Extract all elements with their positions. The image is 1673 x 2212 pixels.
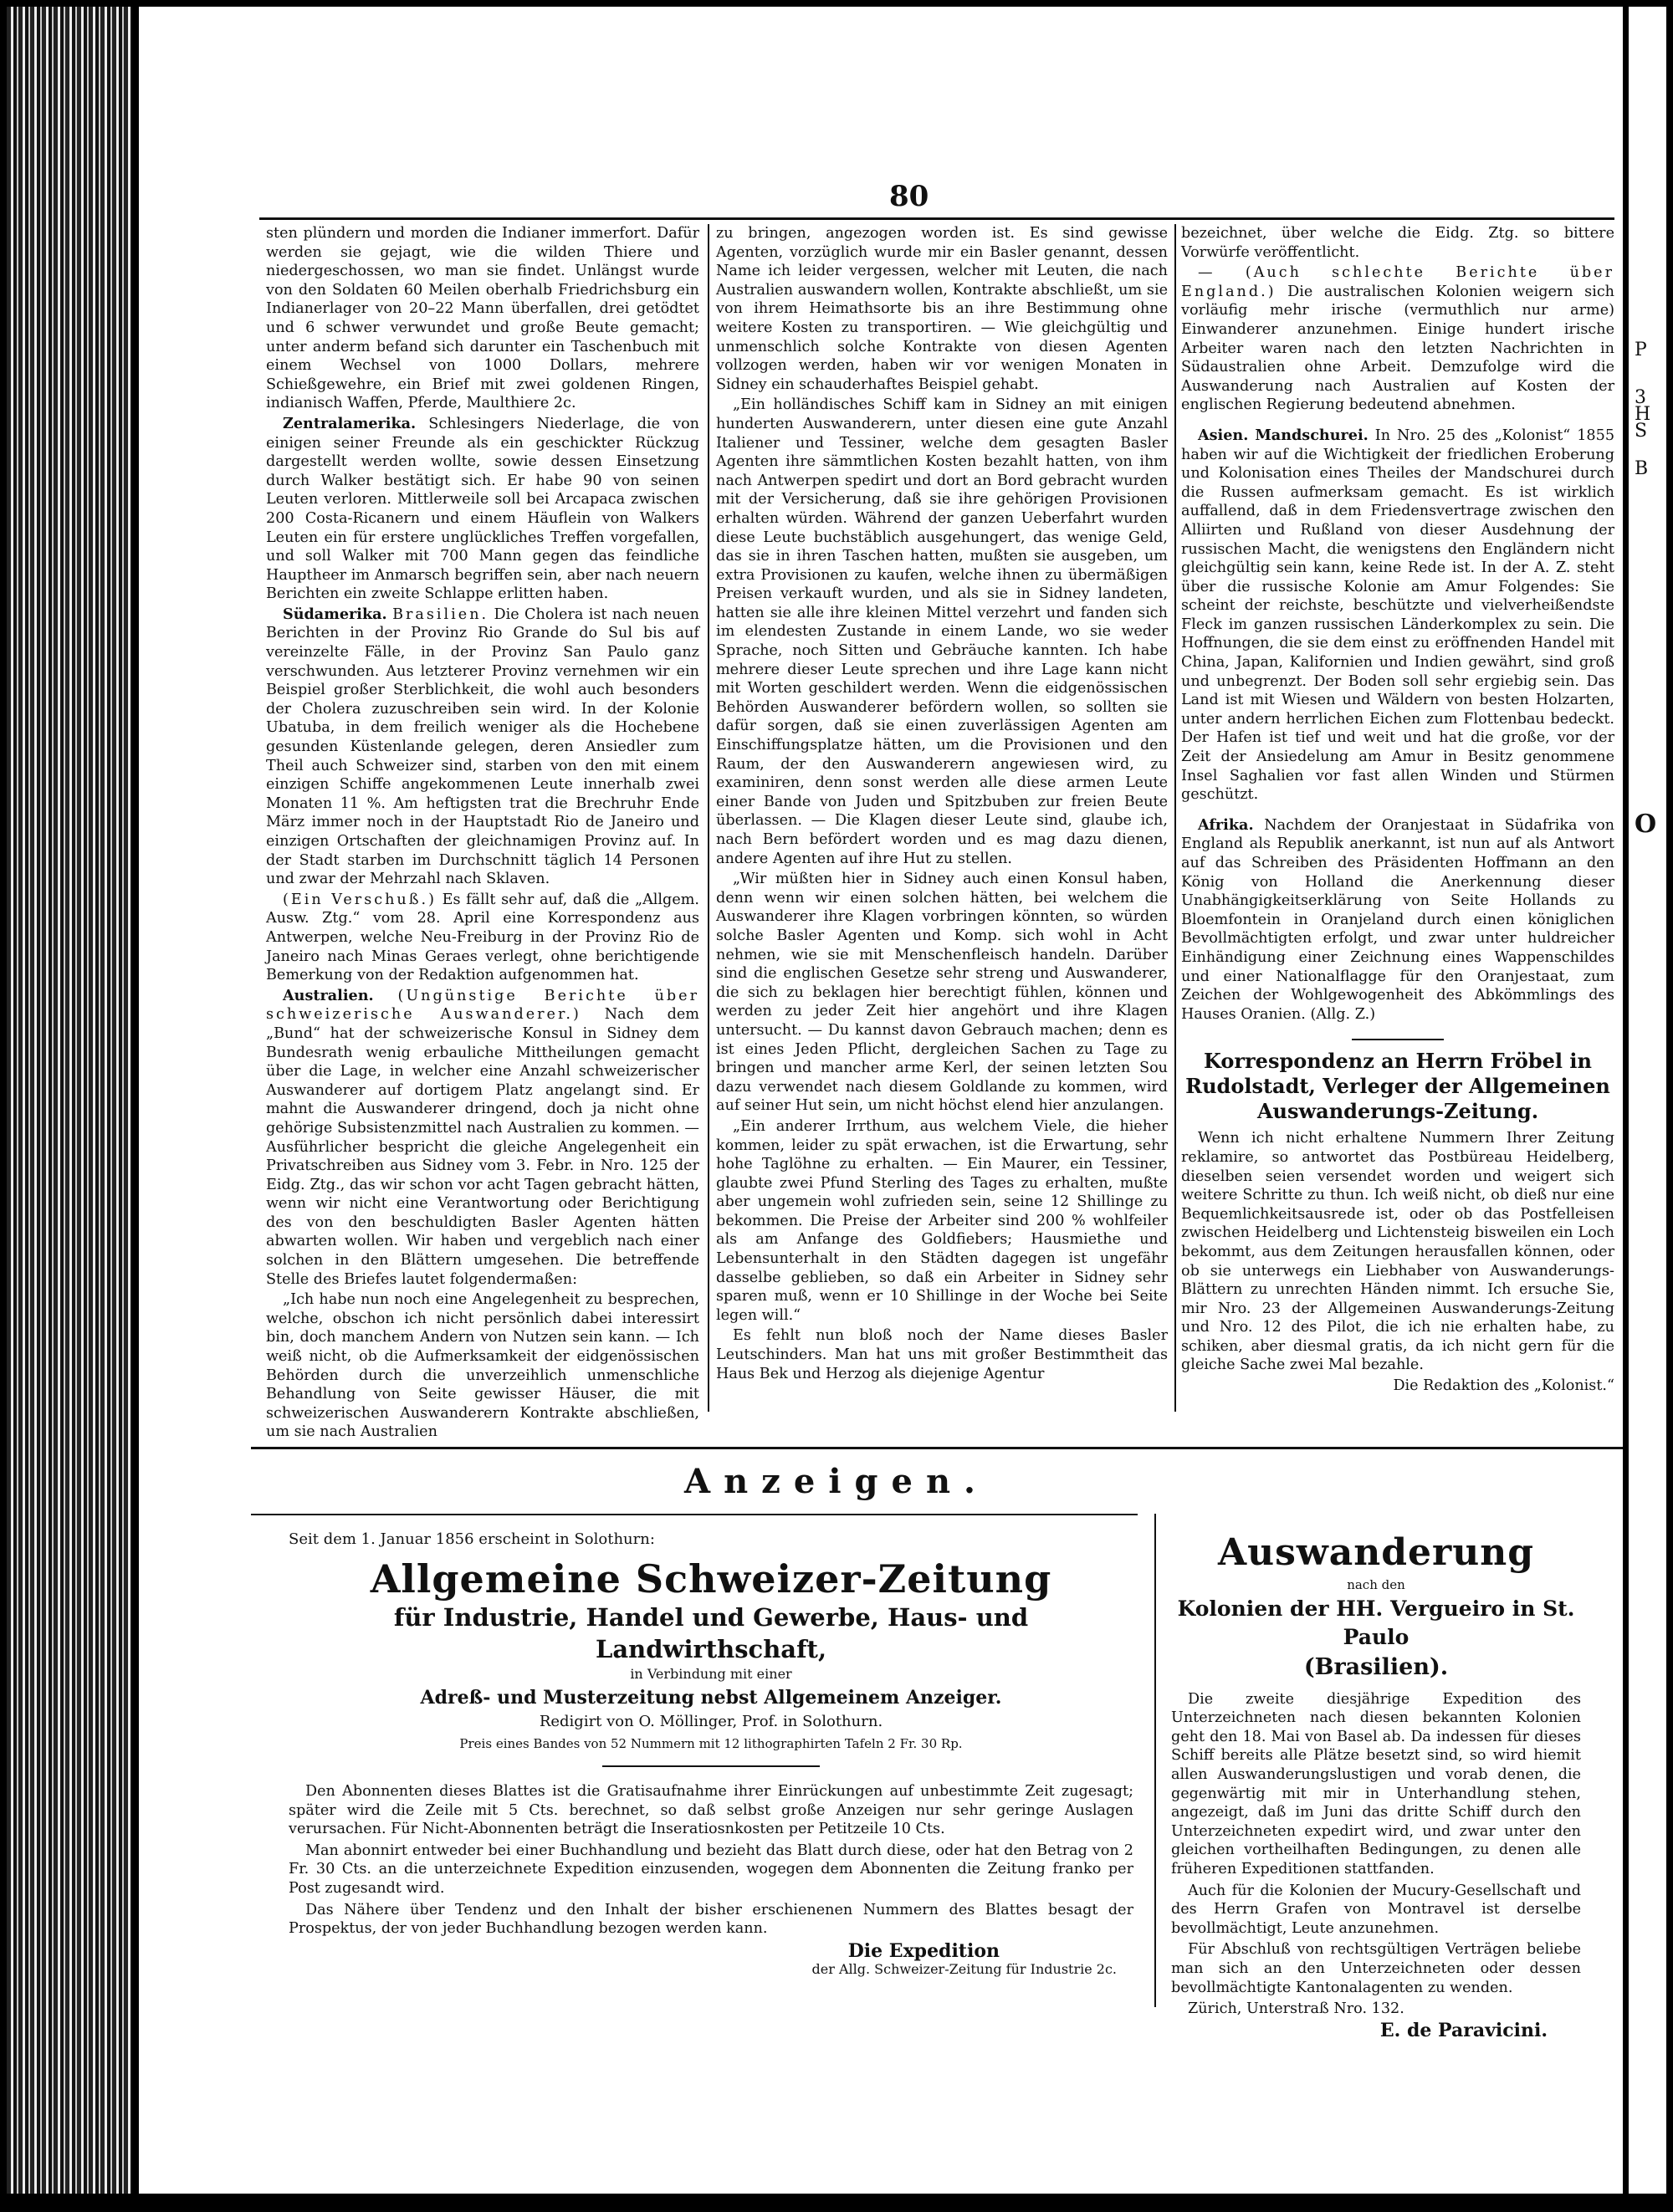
ad-paragraph: Die zweite diesjährige Expedition des Unterzeichneten nach diesen bekannten Kolonien geht den 18. Mai von Basel ab. Da indessen für dieses Schiff bereits alle Plätze besetzt sind, so wird hiemit allen Auswanderungslustigen und vorab denen, die gegenwärtig mit mir in Unterhandlung stehen, angezeigt, daß im Juni das dritte Schiff durch den Unterzeichneten expedirt wird, und zwar unter den gleichen vortheilhaften Bedingungen, zu denen alle früheren Expeditionen stattfanden. [1171, 1690, 1581, 1877]
ad-subtitle: für Industrie, Handel und Gewerbe, Haus- und Landwirthschaft, [393, 1602, 1029, 1663]
ad-connector: in Verbindung mit einer [630, 1665, 792, 1682]
source-note: (Allg. Z.) [1310, 1005, 1376, 1023]
ad-subtitle-2: Adreß- und Musterzeitung nebst Allgemeinem Anzeiger. [420, 1687, 1002, 1709]
edge-fragment: S [1635, 421, 1648, 442]
ad-subtitle-2: (Brasilien). [1303, 1653, 1449, 1680]
edge-fragment: 3 [1635, 387, 1646, 408]
article-paragraph: zu bringen, angezogen worden ist. Es sind gewisse Agenten, vorzüglich wurde mir ein Basler genannt, dessen Name ich leider vergessen, welcher mit Leuten, die nach Australien auswandern wollen, Kontrakte abschließt, um sie von ihrem Heimathsorte bis an ihre Bestimmung ohne weitere Kosten zu transportiren. — Wie gleichgültig und unmenschlich solche Kontrakte von diesen Agenten vollzogen werden, haben wir vor wenigen Monaten in Sidney ein schauderhaftes Beispiel gehabt. [716, 225, 1168, 393]
ad-connector: nach den [1347, 1577, 1405, 1592]
ad-price: Preis eines Bandes von 52 Nummern mit 12 lithographirten Tafeln 2 Fr. 30 Rp. [459, 1736, 963, 1752]
article-paragraph: „Ich habe nun noch eine Angelegenheit zu besprechen, welche, obschon ich nicht persönlich dabei interessirt bin, doch manchem Andern von Nutzen sein kann. — Ich weiß nicht, ob die Aufmerksamkeit der eidgenössischen Behörden durch die unverzeihlich unmenschliche Behandlung von Seite gewisser Häuser, die mit schweizerischen Auswanderern Kontrakte abschließen, um sie nach Australien [266, 1291, 699, 1441]
article-paragraph: sten plündern und morden die Indianer immerfort. Dafür werden sie gejagt, wie die wilden Thiere und niedergeschossen, wo man sie findet. Unlängst wurde von den Soldaten 60 Meilen oberhalb Friedrichsburg ein Indianerlager von 20–22 Mann überfallen, drei getödtet und 6 schwer verwundet und große Beute gemacht; unter anderm befand sich darunter ein Taschenbuch mit einem Wechsel von 1000 Dollars, mehrere Schießgewehre, ein Brief mit zwei goldenen Ringen, indianisch Waffen, Pferde, Maulthiere 2c. [266, 225, 699, 412]
subheading-brasilien: Brasilien. [392, 605, 489, 623]
article-paragraph: bezeichnet, über welche die Eidg. Ztg. so bittere Vorwürfe veröffentlicht. [1181, 225, 1614, 261]
subheading: (Ein Verschuß.) [283, 891, 437, 908]
ad-intro: Seit dem 1. Januar 1856 erscheint in Solothurn: [289, 1530, 655, 1548]
subheading-mandschurei: Mandschurei. [1255, 426, 1369, 444]
ad-subtitle: Kolonien der HH. Vergueiro in St. Paulo [1177, 1596, 1575, 1649]
article-paragraph: „Ein holländisches Schiff kam in Sidney an mit einigen hunderten Auswanderern, unter diesen eine gute Anzahl Italiener und Tessiner, welche dem gesagten Basler Agenten ihre sämmtlichen Kosten bezahlt hatten, von ihm nach Antwerpen spedirt und dort an Bord gebracht wurden mit der Versicherung, daß sie ihre gehörigen Provisionen erhalten würden. Während der ganzen Ueberfahrt wurden diese Leute buchstäblich ausgehungert, das wenige Geld, das sie in ihren Taschen hatten, mußten sie ausgeben, um extra Provisionen zu kaufen, welche ihnen zu übermäßigen Preisen verkauft wurden, und als sie in Sidney landeten, hatten sie alle ihre kleinen Mittel verzehrt und fanden sich im elendesten Zustande in einem Lande, wo sie weder Sprache, noch Sitten und Gebräuche kannten. Ich habe mehrere dieser Leute sprechen und ihre Lage kann nicht mit Worten geschildert werden. Wenn die eidgenössischen Behörden Auswanderer befördern wollen, so sollten sie dafür sorgen, daß sie einen zuverlässigen Agenten am Einschiffungsplatze hätten, um die Provisionen und den Raum, der den Auswanderern angewiesen wird, zu examiniren, denn sonst werden alle diese armen Leute einer Bande von Juden und Spitzbuben zur freien Beute überlassen. — Die Klagen dieser Leute sind, glaube ich, nach Bern befördert worden und es mag dazu dienen, andere Agenten auf ihre Hut zu stellen. [716, 396, 1168, 867]
edge-fragment: B [1635, 458, 1649, 479]
ad-paragraph: Für Abschluß von rechtsgültigen Verträgen beliebe man sich an den Unterzeichneten oder dessen bevollmächtigte Kantonalagenten zu wenden. [1171, 1941, 1581, 1996]
subheading: (Ungünstige Berichte über schweizerische Auswanderer.) [266, 987, 699, 1024]
paragraph-text: In Nro. 25 des „Kolonist“ 1855 haben wir auf die Wichtigkeit der friedlichen Eroberung und Kolonisation eines Theiles der Mandschurei durch die Russen aufmerksam gemacht. Es ist wirklich auffallend, daß in dem Friedensvertrage zwischen den Alliirten und Rußland von dieser Ausdehnung der russischen Macht, die wenigstens den Engländern nicht gleichgültig sein kann, keine Rede ist. In der A. Z. steht über die russische Kolonie am Amur Folgendes: Sie scheint der reichste, beschützte und vielverheißendste Fleck im ganzen russischen Länderkomplex zu sein. Die Hoffnungen, die sie dem einst zu eröffnenden Handel mit China, Japan, Kalifornien und Indien gewährt, sind groß und unbegrenzt. Der Boden soll sehr ergiebig sein. Das Land ist mit Wiesen und Wäldern von besten Holzarten, unter andern herrlichen Eichen zum Flottenbau bedeckt. Der Hafen ist tief und weit und hat die große, vor der Zeit der Ansiedelung am Amur in Besitz genommene Insel Saghalien vor fast allen Winden und Stürmen geschützt. [1181, 427, 1615, 804]
article-paragraph: Wenn ich nicht erhaltene Nummern Ihrer Zeitung reklamire, so antwortet das Postbüreau Heidelberg, dieselben seien versendet worden und weigert sich weitere Schritte zu thun. Ich weiß nicht, ob dieß nur eine Bequemlichkeitsausrede ist, oder ob das Postfelleisen zwischen Heidelberg und Lichtensteig bisweilen ein Loch bekommt, aus dem Zeitungen herausfallen können, oder ob sie unterwegs ein Liebhaber von Auswanderungs-Blättern zu unrechten Händen nimmt. Ich ersuche Sie, mir Nro. 23 der Allgemeinen Auswanderungs-Zeitung und Nro. 12 des Pilot, die ich nie erhalten habe, zu schiken, aber diesmal gratis, da ich nicht gern für die gleiche Sache zwei Mal bezahle. [1181, 1130, 1614, 1374]
edge-fragment: O [1635, 810, 1657, 839]
ad-title: Auswanderung [1218, 1531, 1534, 1574]
article-paragraph: Es fehlt nun bloß noch der Name dieses Basler Leutschinders. Man hat uns mit großer Bestimmtheit das Haus Bek und Herzog als diejenige Agentur [716, 1327, 1168, 1382]
ad-address: Zürich, Unterstraß Nro. 132. [1188, 2000, 1404, 2018]
section-heading-suedamerika: Südamerika. [283, 605, 387, 623]
page-number: 80 [889, 180, 929, 213]
edge-fragment: P [1635, 340, 1647, 360]
anzeigen-heading: Anzeigen. [684, 1462, 989, 1501]
paragraph-text: Die Cholera ist nach neuen Berichten in der Provinz Rio Grande do Sul bis auf vereinzelte Fälle, in der Provinz San Paulo ganz verschwunden. Aus letzterer Provinz vernehmen wir ein Beispiel großer Sterblichkeit, die wohl auch besonders der Cholera zuzuschreiben sein wird. In der Kolonie Ubatuba, in dem freilich weniger als die Hochebene gesunden Küstenlande gelegen, deren Ansiedler zum Theil auch Schweizer sind, starben von den mit einem einzigen Schiffe angekommenen Leute innerhalb zwei Monaten 11 %. Am heftigsten trat die Brechruhr Ende März immer noch in der Hauptstadt Rio de Janeiro und einzigen Ortschaften der gleichnamigen Provinz auf. In der Stadt starben im Durchschnitt täglich 14 Personen und zwar der Mehrzahl nach Sklaven. [266, 605, 700, 888]
section-heading-afrika: Afrika. [1198, 815, 1254, 834]
section-heading-asien: Asien. [1198, 426, 1249, 444]
article-paragraph: „Wir müßten hier in Sidney auch einen Konsul haben, denn wenn wir einen solchen hätten, bei welchem die Auswanderer ihre Klagen vorbringen könnten, so würden solche Basler Agenten und Komp. sich wohl in Acht nehmen, wie sie mit Menschenfleisch handeln. Darüber sind die englischen Gesetze sehr streng und Auswanderer, die sich zu beklagen hier berechtigt fühlen, können und werden zu jeder Zeit hier angehört und ihre Klagen untersucht. — Du kannst davon Gebrauch machen; denn es ist eines Jeden Pflicht, dergleichen Sachen zu Tage zu bringen und mancher arme Kerl, der seinen letzten Sou dazu verwendet nach diesem Goldlande zu kommen, wird auf seiner Hut sein, um nicht höchst elend hier anzulangen. [716, 871, 1168, 1115]
section-heading-australien: Australien. [283, 986, 374, 1004]
subheading: — (Auch schlechte Berichte über England.) [1181, 264, 1614, 300]
ad-signature-sub: der Allg. Schweizer-Zeitung für Industrie 2c. [811, 1961, 1117, 1978]
signature: Die Redaktion des „Kolonist.“ [1393, 1377, 1614, 1395]
ad-signature: E. de Paravicini. [1379, 2019, 1548, 2041]
paragraph-text: Die australischen Kolonien weigern sich vorläufig mehr irische (vermuthlich nur arme) Einwanderer anzunehmen. Einige hundert irische Arbeiter waren nach den letzten Nachrichten in Südaustralien ohne Arbeit. Demzufolge wird die Auswanderung nach Australien auf Kosten der englischen Regierung bedeutend abnehmen. [1181, 283, 1615, 414]
paragraph-text: Nach dem „Bund“ hat der schweizerische Konsul in Sidney dem Bundesrath wenig erbauliche Mittheilungen gemacht über die Lage, in welcher eine Anzahl schweizerischer Auswanderer auf dortigem Platz angelangt sind. Er mahnt die Auswanderer dringend, doch ja nicht ohne gehörige Subsistenzmittel nach Australien zu kommen. — Ausführlicher bespricht die gleiche Angelegenheit ein Privatschreiben aus Sidney vom 3. Febr. in Nro. 125 der Eidg. Ztg., das wir schon vor acht Tagen gebracht hätten, wenn wir nicht eine Verantwortung oder Berichtigung des von den beschuldigten Basler Agenten hätten abwarten wollen. Wir haben und vergeblich nach einer solchen in den Blättern umgesehen. Die betreffende Stelle des Briefes lautet folgendermaßen: [266, 1006, 699, 1288]
paragraph-text: Schlesingers Niederlage, die von einigen seiner Freunde als ein geschickter Rückzug dargestellt werden wollte, sowie dessen Einsetzung durch Walker bestätigt sich. Er habe 90 von seinen Leuten verloren. Mittlerweile soll bei Arcapaca zwischen 200 Costa-Ricanern und einem Häuflein von Walkers Leuten ein für erstere unglückliches Treffen vorgefallen, und soll Walker mit 700 Mann gegen das feindliche Hauptheer im Anmarsch begriffen sein, aber nach neuern Berichten ein zweite Schlappe erlitten haben. [266, 415, 699, 603]
ad-title: Allgemeine Schweizer-Zeitung [370, 1556, 1052, 1602]
ad-paragraph: Man abonnirt entweder bei einer Buchhandlung und bezieht das Blatt durch diese, oder hat den Betrag von 2 Fr. 30 Cts. an die unterzeichnete Expedition einzusenden, wogegen dem Abonnenten die Zeitung franko per Post zugesandt wird. [289, 1842, 1133, 1897]
ad-signature: Die Expedition [847, 1939, 1000, 1962]
ad-paragraph: Den Abonnenten dieses Blattes ist die Gratisaufnahme ihrer Einrückungen auf unbestimmte Zeit zugesagt; später wird die Zeile mit 5 Cts. berechnet, so daß selbst große Anzeigen nur sehr geringe Auslagen verursachen. Für Nicht-Abonnenten beträgt die Inseratiosnkosten per Petitzeile 10 Cts. [289, 1782, 1133, 1838]
ad-editor: Redigirt von O. Möllinger, Prof. in Solothurn. [539, 1712, 883, 1730]
section-heading-zentralamerika: Zentralamerika. [283, 414, 417, 432]
article-paragraph: „Ein anderer Irrthum, aus welchem Viele, die hieher kommen, leider zu spät erwachen, ist die Erwartung, sehr hohe Taglöhne zu erhalten. — Ein Maurer, ein Tessiner, glaubte zwei Pfund Sterling des Tages zu erhalten, mußte aber ungemein wohl zufrieden sein, seine 12 Shillinge zu bekommen. Die Preise der Arbeiter sind 200 % wohlfeiler als am Anfange des Goldfiebers; Hausmiethe und Lebensunterhalt in den Städten dagegen ist ungefähr dasselbe geblieben, so daß ein Arbeiter in Sidney sehr sparen muß, wenn er 10 Shillinge in der Woche bei Seite legen will.“ [716, 1117, 1168, 1324]
ad-paragraph: Das Nähere über Tendenz und den Inhalt der bisher erschienenen Nummern des Blattes besagt der Prospektus, der von jeder Buchhandlung bezogen werden kann. [289, 1901, 1133, 1938]
paragraph-text: Nachdem der Oranjestaat in Südafrika von England als Republik anerkannt, ist nun auf als Antwort auf das Schreiben des Präsidenten Hoffmann an den König von Holland die Anerkennung dieser Unabhängigkeitserklärung von Seite Hollands zu Bloemfontein in Oranjeland durch einen königlichen Bevollmächtigten erfolgt, und zwar unter huldreicher Einhändigung einer Zeichnung eines Wappenschildes und einer Nationalflagge für den Oranjestaat, zum Zeichen der Wohlgewogenheit des Abkömmlings des Hauses Oranien. [1181, 816, 1614, 1023]
correspondence-heading: Korrespondenz an Herrn Fröbel in Rudolstadt, Verleger der Allgemeinen Auswanderungs-Zeitung. [1185, 1049, 1610, 1124]
paragraph-text: Es fällt sehr auf, daß die „Allgem. Ausw. Ztg.“ vom 28. April eine Korrespondenz aus Antwerpen, welche Neu-Freiburg in der Provinz Rio de Janeiro nach Minas Geraes verlegt, ohne berichtigende Bemerkung von der Redaktion aufgenommen hat. [266, 891, 700, 984]
ad-paragraph: Auch für die Kolonien der Mucury-Gesellschaft und des Herrn Grafen von Montravel ist derselbe bevollmächtigt, Leute anzunehmen. [1171, 1882, 1581, 1937]
edge-fragment: H [1635, 404, 1651, 425]
